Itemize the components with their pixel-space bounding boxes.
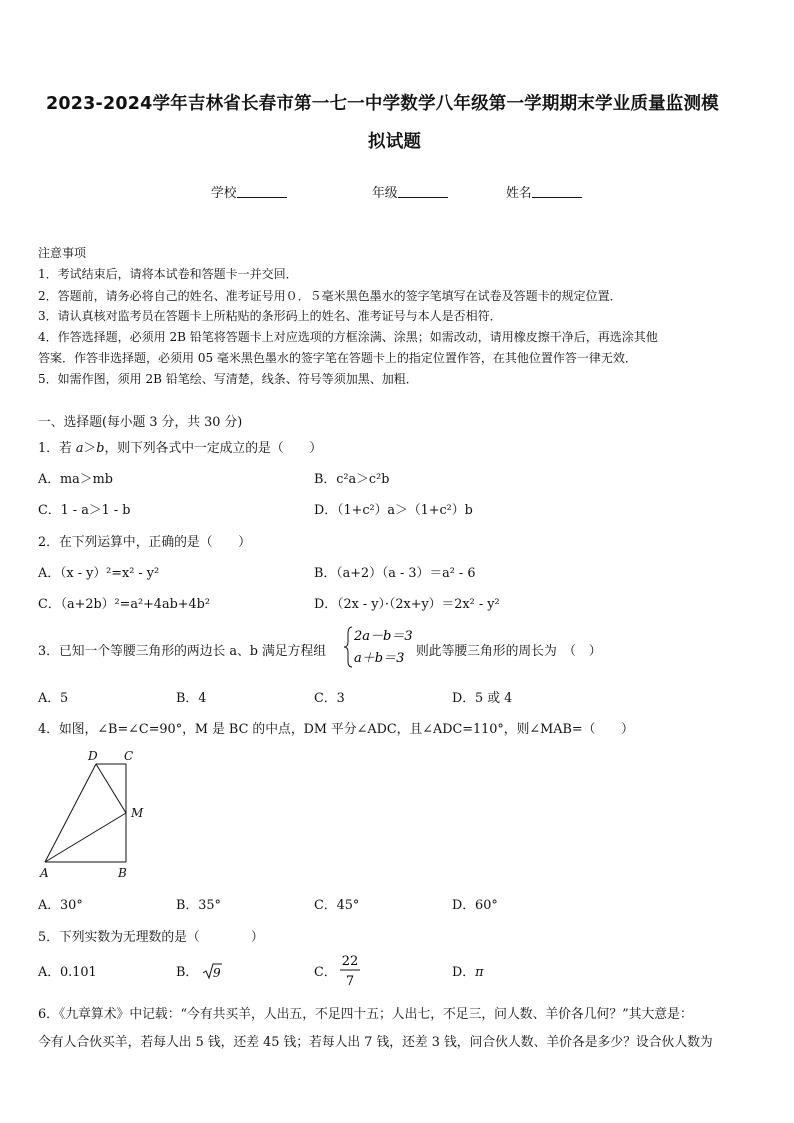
- q1-stem-prefix: 1．若: [38, 441, 76, 456]
- q5-option-c-numerator: 22: [341, 954, 359, 969]
- q5-option-d-prefix: D．: [452, 965, 476, 980]
- section-heading: 一、选择题(每小题 3 分，共 30 分): [38, 415, 243, 430]
- q1-option-a: A．ma＞mb: [38, 472, 113, 487]
- q2-option-c: C．（a+2b）²=a²+4ab+4b²: [38, 597, 210, 612]
- label-m: M: [131, 806, 144, 820]
- q1-option-c: C．1 - a＞1 - b: [38, 503, 131, 518]
- q2-stem: 2．在下列运算中，正确的是（ ）: [38, 535, 251, 550]
- notes-item-4-cont: 答案．作答非选择题，必须用 05 毫米黑色墨水的签字笔在答题卡上的指定位置作答，在其他位置作答一律无效．: [38, 351, 637, 365]
- paper-title-line1: 2023-2024学年吉林省长春市第一七一中学数学八年级第一学期期末学业质量监测模: [46, 94, 719, 114]
- q5-option-a: A．0.101: [38, 965, 97, 980]
- q4-option-d: D．60°: [452, 898, 498, 913]
- q3-eq1: 2a－b＝3: [354, 629, 413, 644]
- q3-option-b: B．4: [176, 691, 207, 706]
- q4-option-a: A．30°: [38, 898, 83, 913]
- q3-equation-system: [340, 624, 420, 670]
- name-label: 姓名: [506, 186, 532, 201]
- q2-option-b: B．（a+2）（a - 3）＝a² - 6: [314, 566, 476, 581]
- q1-stem: [38, 437, 322, 456]
- q3-stem-prefix: 3．已知一个等腰三角形的两边长 a、b 满足方程组: [38, 644, 327, 659]
- q5-option-d-value: π: [475, 965, 484, 980]
- school-label: 学校: [211, 186, 237, 201]
- q2-option-a: A．（x - y）²=x² - y²: [38, 566, 160, 581]
- notes-heading: 注意事项: [38, 246, 87, 260]
- name-field: [506, 182, 582, 201]
- q3-stem-suffix: 则此等腰三角形的周长为 （ ）: [416, 644, 602, 659]
- q5-stem: 5．下列实数为无理数的是（ ）: [38, 930, 264, 945]
- school-blank: [237, 185, 287, 198]
- q4-option-c: C．45°: [314, 898, 360, 913]
- q6-line1: 6．《九章算术》中记载：“今有共买羊，人出五，不足四十五；人出七，不足三，问人数、羊价各几何？”其大意是：: [38, 1007, 693, 1022]
- q3-brace: [344, 627, 352, 667]
- paper-title-line2: 拟试题: [368, 132, 422, 152]
- q4-geometry-figure: [30, 746, 160, 880]
- q5-option-b: [176, 961, 222, 980]
- q5-option-b-prefix: B．: [176, 965, 199, 980]
- q6-line2: 今有人合伙买羊，若每人出 5 钱，还差 45 钱；若每人出 7 钱，还差 3 钱，问合伙人数、羊价各是多少？设合伙人数为: [38, 1035, 713, 1050]
- label-c: C: [124, 749, 134, 763]
- q1-option-b: B．c²a＞c²b: [314, 472, 390, 487]
- notes-item-1: 1．考试结束后，请将本试卷和答题卡一并交回．: [38, 267, 298, 281]
- grade-label: 年级: [372, 186, 398, 201]
- q4-stem: 4．如图，∠B=∠C=90°，M 是 BC 的中点，DM 平分∠ADC，且∠ADC=110°，则∠MAB=（ ）: [38, 722, 634, 737]
- grade-field: [372, 182, 448, 201]
- q1-gt: ＞: [83, 441, 97, 456]
- q3-option-d: D．5 或 4: [452, 691, 513, 706]
- notes-item-5: 5．如需作图，须用 2B 铅笔绘、写清楚，线条、符号等须加黑、加粗．: [38, 372, 418, 386]
- q1-var-a: a: [75, 441, 84, 456]
- grade-blank: [398, 185, 448, 198]
- notes-item-3: 3．请认真核对监考员在答题卡上所粘贴的条形码上的姓名、准考证号与本人是否相符．: [38, 309, 502, 323]
- q1-var-b: b: [96, 441, 105, 456]
- q1-option-d: D．（1+c²）a＞（1+c²）b: [314, 503, 473, 518]
- notes-item-2: 2．答题前，请务必将自己的姓名、准考证号用０．５毫米黑色墨水的签字笔填写在试卷及答题卡的规定位置．: [38, 289, 622, 303]
- sqrt-symbol: [202, 962, 222, 980]
- q2-option-d: D．（2x - y）·（2x+y）＝2x² - y²: [314, 597, 500, 612]
- q3-option-c: C．3: [314, 691, 345, 706]
- q5-option-d: [452, 961, 483, 980]
- q4-option-b: B．35°: [176, 898, 221, 913]
- q5-option-c-prefix: C．: [314, 965, 337, 980]
- q5-option-c-denominator: 7: [345, 974, 355, 989]
- label-b: B: [118, 866, 127, 880]
- label-d: D: [88, 749, 98, 763]
- q3-option-a: A．5: [38, 691, 69, 706]
- name-blank: [532, 185, 582, 198]
- q5-option-c-fraction: [338, 950, 362, 990]
- label-a: A: [40, 866, 49, 880]
- q5-option-b-radicand: 9: [213, 966, 221, 980]
- q1-stem-suffix: ，则下列各式中一定成立的是（ ）: [104, 441, 322, 456]
- school-field: [211, 182, 287, 201]
- q3-eq2: a＋b＝3: [354, 651, 405, 666]
- notes-item-4: 4．作答选择题，必须用 2B 铅笔将答题卡上对应选项的方框涂满、涂黑；如需改动，请用橡皮擦干净后，再选涂其他: [38, 330, 658, 344]
